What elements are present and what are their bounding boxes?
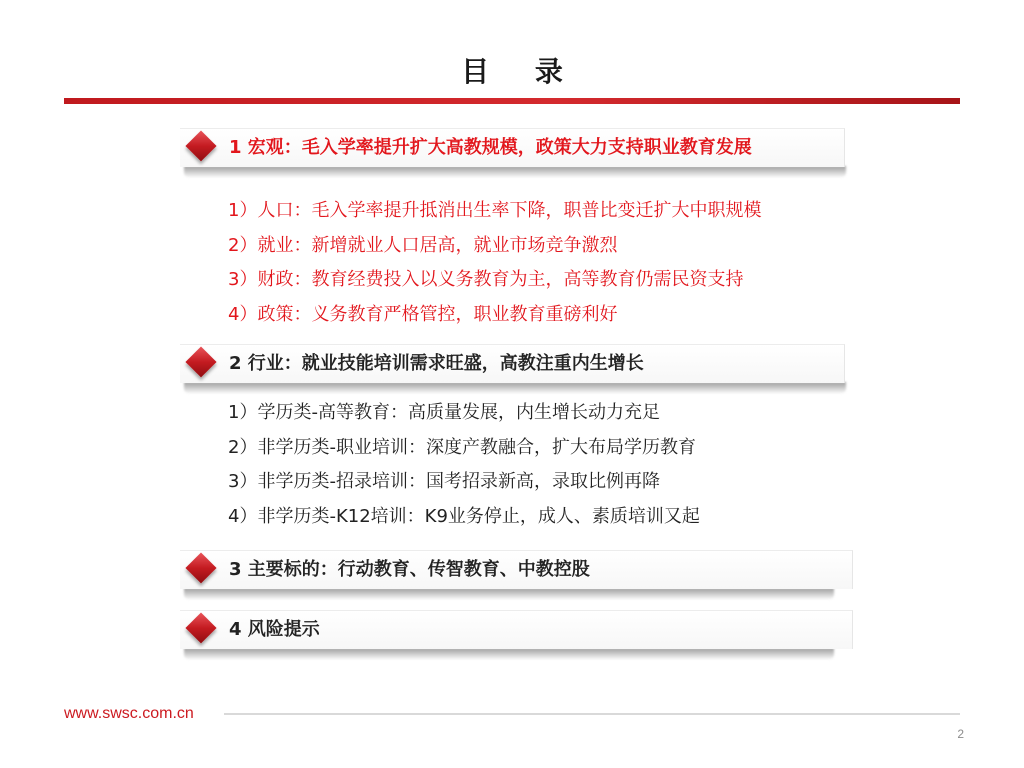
page-number: 2 [957,727,964,741]
toc-item[interactable]: 2）就业：新增就业人口居高，就业市场竞争激烈 [228,234,618,256]
section-bar-shadow [184,166,846,178]
toc-section-2-items [228,396,700,534]
section-title: 3 主要标的：行动教育、传智教育、中教控股 [229,559,590,580]
footer-website-link[interactable]: www.swsc.com.cn [64,705,194,722]
toc-section-1-items [228,194,761,332]
toc-item[interactable]: 3）财政：教育经费投入以义务教育为主，高等教育仍需民资支持 [228,269,744,290]
section-bar-shadow [184,648,834,660]
section-bar-shadow [184,382,846,394]
section-bar-shadow [184,588,834,600]
toc-item[interactable]: 4）非学历类-K12培训：K9业务停止，成人、素质培训又起 [228,505,700,527]
title-divider [64,98,960,104]
footer-divider [224,713,960,715]
toc-item[interactable]: 3）非学历类-招录培训：国考招录新高，录取比例再降 [228,471,660,492]
section-title: 1 宏观：毛入学率提升扩大高教规模，政策大力支持职业教育发展 [229,137,752,158]
toc-item[interactable]: 1）学历类-高等教育：高质量发展，内生增长动力充足 [228,402,660,423]
section-title: 4 风险提示 [229,619,320,640]
toc-item[interactable]: 4）政策：义务教育严格管控，职业教育重磅利好 [228,303,618,325]
toc-item[interactable]: 1）人口：毛入学率提升抵消出生率下降，职普比变迁扩大中职规模 [228,200,762,221]
page-title: 目 录 [461,55,581,88]
section-title: 2 行业：就业技能培训需求旺盛，高教注重内生增长 [229,353,644,374]
toc-item[interactable]: 2）非学历类-职业培训：深度产教融合，扩大布局学历教育 [228,436,696,458]
